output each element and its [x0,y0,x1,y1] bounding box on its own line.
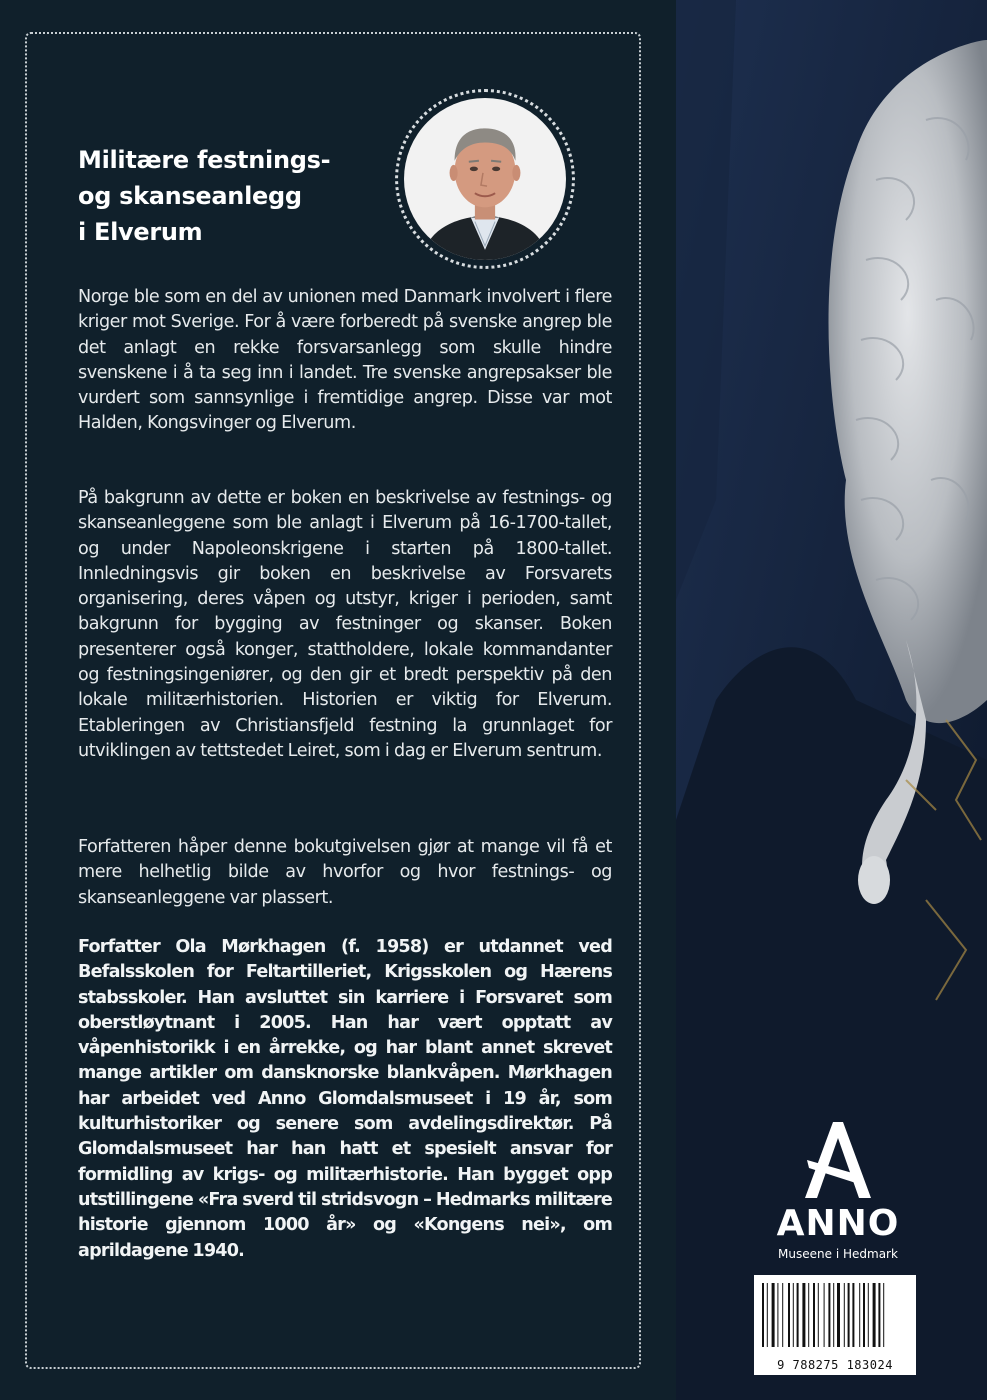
intro-paragraph: Norge ble som en del av unionen med Danmark involvert i flere kriger mot Sverige. For å være forberedt på svenske angrep ble det anlagt en rekke forsvarsanlegg som skulle hindre svenskene i å ta seg inn i landet. Tre svenske angrepsakser ble vurdert som sannsynlige i fremtidige angrep. Disse var mot Halden, Kongsvinger og Elverum. [78,287,612,434]
publisher-name: ANNO [776,1203,900,1244]
isbn-barcode [754,1275,916,1375]
publisher-logo [768,1120,908,1262]
title-line-3: i Elverum [78,218,203,246]
author-hope-paragraph: Forfatteren håper denne bokutgivelsen gjør at mange vil få et mere helhetlig bilde av hvorfor og hvor festnings- og skanseanleggene var plassert. [78,837,612,908]
isbn-number: 9 788275 183024 [777,1358,893,1372]
author-photo [395,89,575,269]
publisher-subtitle: Museene i Hedmark [778,1247,898,1261]
title-line-2: og skanseanlegg [78,182,302,210]
author-portrait-image [404,98,566,260]
content-paragraph: På bakgrunn av dette er boken en beskrivelse av festnings- og skanseanleggene som ble anlagt i Elverum på 16-1700-tallet, og under Napoleonskrigene i starten på 1800-tallet. Innledningsvis gir boken en beskrivelse av Forsvarets organisering, deres våpen og utstyr, kriger i perioden, samt bakgrunn for bygging av festninger og skanser. Boken presenterer også konger, stattholdere, lokale kommandanter og festningsingeniører, og den gir et bredt perspektiv på den lokale militærhistorien. Historien er viktig for Elverum. Etableringen av Christiansfjeld festning la grunnlaget for utviklingen av tettstedet Leiret, som i dag er Elverum sentrum. [78,488,612,761]
title-line-1: Militære festnings- [78,146,331,174]
anno-a-icon [803,1120,873,1200]
book-title [78,142,378,250]
barcode-bars [754,1275,916,1355]
author-bio-paragraph: Forfatter Ola Mørkhagen (f. 1958) er utdannet ved Befalsskolen for Feltartilleriet, Krigsskolen og Hærens stabsskoler. Han avsluttet sin karriere i Forsvaret som oberstløytnant i 2005. Han har vært opptatt av våpenhistorikk i en årrekke, og har blant annet skrevet mange artikler om dansknorske blankvåpen. Mørkhagen har arbeidet ved Anno Glomdalsmuseet i 19 år, som kulturhistoriker og senere som avdelingsdirektør. På Glomdalsmuseet har han hatt et spesielt ansvar for formidling av krigs- og militærhistorie. Han bygget opp utstillingene «Fra sverd til stridsvogn – Hedmarks militære historie gjennom 1000 år» og «Kongens nei», om aprildagene 1940. [78,937,612,1261]
